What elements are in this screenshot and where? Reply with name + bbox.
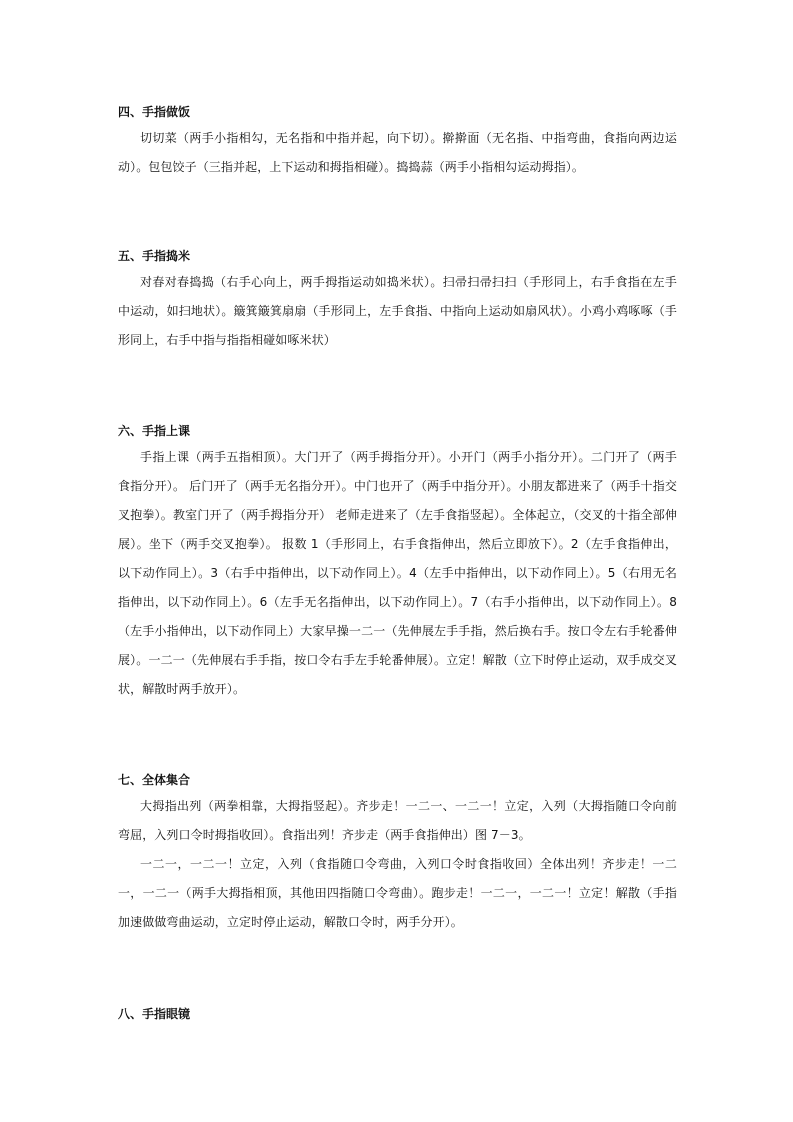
- section-6: [118, 421, 677, 704]
- section-paragraph: 切切菜（两手小指相勾，无名指和中指并起，向下切）。擀擀面（无名指、中指弯曲，食指向两边运动）。包包饺子（三指并起，上下运动和拇指相碰）。捣捣蒜（两手小指相勾运动拇指）。: [118, 131, 677, 174]
- section-heading: 八、手指眼镜: [118, 1007, 191, 1021]
- section-heading: 四、手指做饭: [118, 105, 191, 119]
- section-8: [118, 1004, 677, 1024]
- section-heading: 五、手指捣米: [118, 249, 191, 263]
- section-7: [118, 770, 677, 937]
- section-4: [118, 102, 677, 182]
- section-paragraph: 对春对春捣捣（右手心向上，两手拇指运动如捣米状）。扫帚扫帚扫扫（手形同上，右手食指在左手中运动，如扫地状）。簸箕簸箕扇扇（手形同上，左手食指、中指向上运动如扇风状）。小鸡小鸡啄啄（手形同上，右手中指与指指相碰如啄米状）: [118, 275, 677, 347]
- section-heading: 六、手指上课: [118, 424, 191, 438]
- section-paragraph: 大拇指出列（两拳相靠，大拇指竖起）。齐步走！一二一、一二一！立定，入列（大拇指随口令向前弯屈，入列口令时拇指收回）。食指出列！齐步走（两手食指伸出）图 7－3。: [118, 799, 677, 842]
- section-5: [118, 246, 677, 355]
- section-paragraph: 手指上课（两手五指相顶）。大门开了（两手拇指分开）。小开门（两手小指分开）。二门开了（两手食指分开）。 后门开了（两手无名指分开）。中门也开了（两手中指分开）。小朋友都进来了（两手十指交叉抱拳）。教室门开了（两手拇指分开） 老师走进来了（左手食指竖起）。全体起立，（交叉的十指全部伸展）。坐下（两手交叉抱拳）。 报数 1（手形同上，右手食指伸出，然后立即放下）。2（左手食指伸出，以下动作同上）。3（右手中指伸出，以下动作同上）。4（左手中指伸出，以下动作同上）。5（右用无名指伸出，以下动作同上）。6（左手无名指伸出，以下动作同上）。7（右手小指伸出，以下动作同上）。8（左手小指伸出，以下动作同上）大家早操一二一（先伸展左手手指，然后换右手。按口令左右手轮番伸展）。一二一（先伸展右手手指，按口令右手左手轮番伸展）。立定！解散（立下时停止运动，双手成交叉状，解散时两手放开）。: [118, 450, 677, 696]
- section-paragraph: 一二一，一二一！立定，入列（食指随口令弯曲，入列口令时食指收回）全体出列！齐步走！一二一，一二一（两手大拇指相顶，其他田四指随口令弯曲）。跑步走！一二一，一二一！立定！解散（手指加速做做弯曲运动，立定时停止运动，解散口令时，两手分开）。: [118, 857, 677, 929]
- section-heading: 七、全体集合: [118, 773, 191, 787]
